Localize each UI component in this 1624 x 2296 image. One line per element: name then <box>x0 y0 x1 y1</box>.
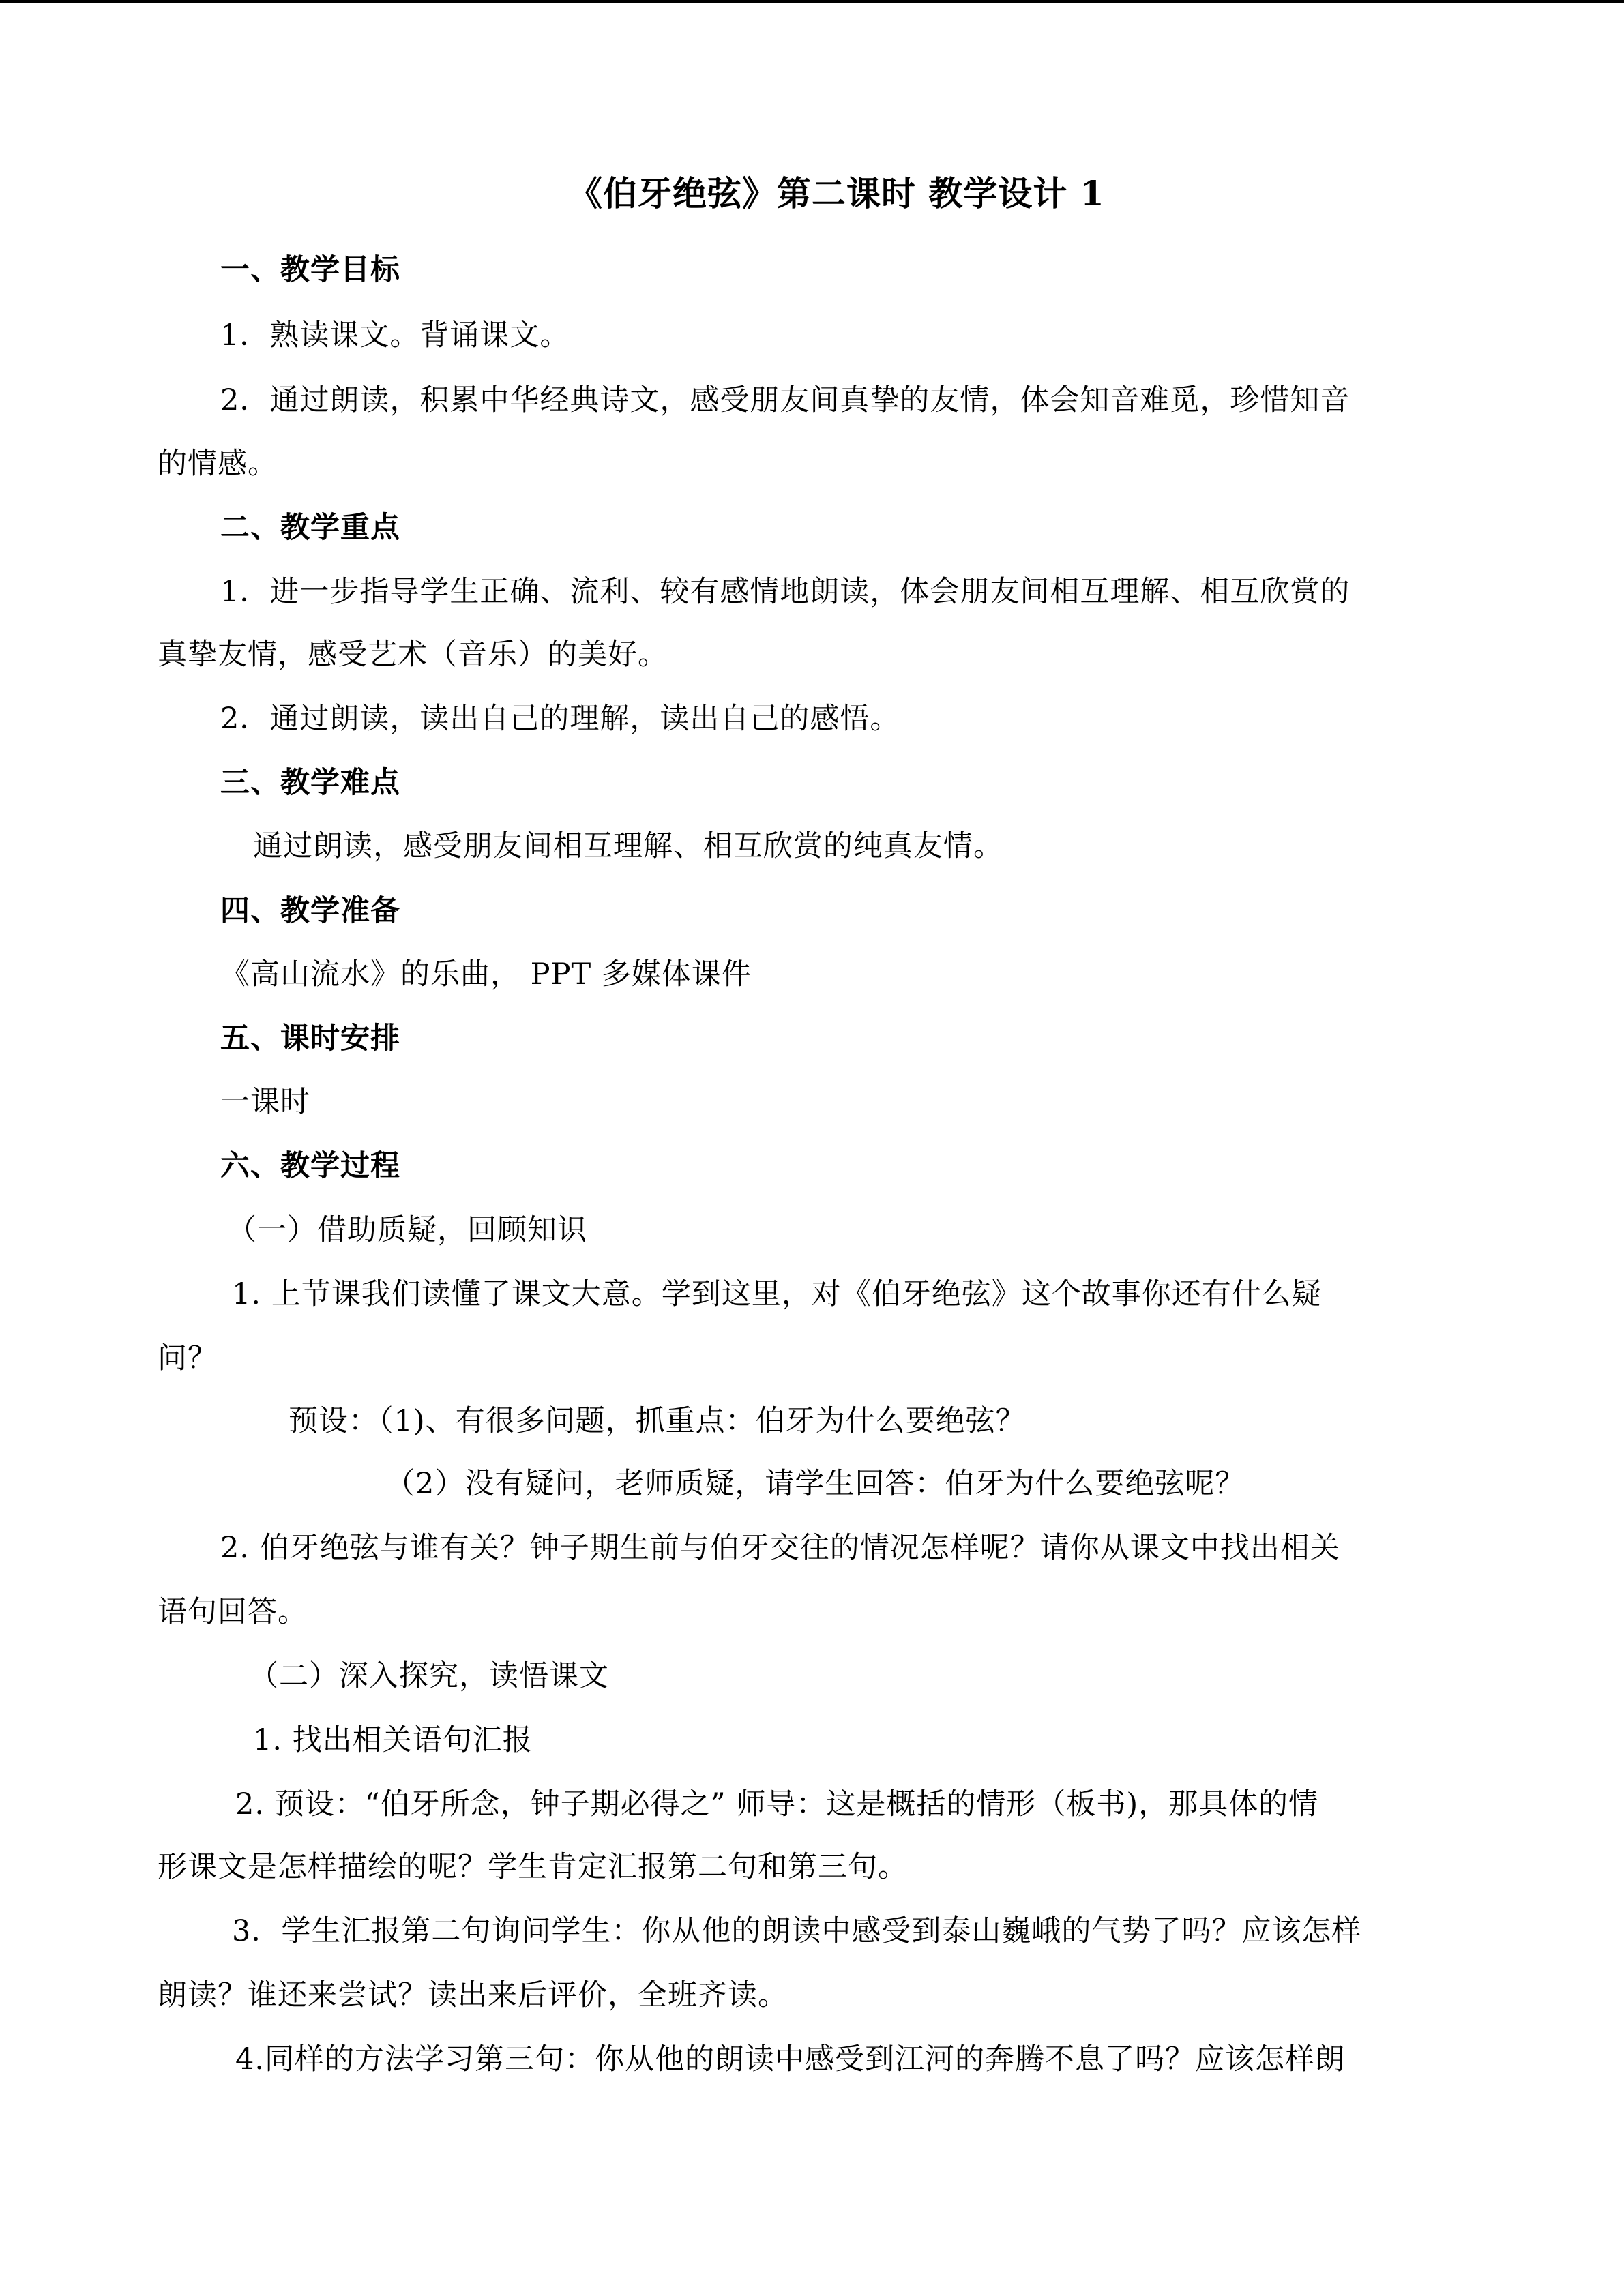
paragraph-line: 2．通过朗读，积累中华经典诗文，感受朋友间真挚的友情，体会知音难觅，珍惜知音 <box>220 383 1350 417</box>
paragraph-line: 一课时 <box>220 1085 310 1119</box>
paragraph-line: 形课文是怎样描绘的呢？学生肯定汇报第二句和第三句。 <box>158 1850 908 1884</box>
paragraph-line: 2. 伯牙绝弦与谁有关？钟子期生前与伯牙交往的情况怎样呢？请你从课文中找出相关 <box>220 1531 1340 1565</box>
paragraph-line: 1. 上节课我们读懂了课文大意。学到这里，对《伯牙绝弦》这个故事你还有什么疑 <box>232 1277 1322 1311</box>
paragraph-line: 《高山流水》的乐曲， PPT 多媒体课件 <box>220 957 752 992</box>
paragraph-line: 4.同样的方法学习第三句：你从他的朗读中感受到江河的奔腾不息了吗？应该怎样朗 <box>235 2042 1346 2076</box>
paragraph-line: 1．熟读课文。背诵课文。 <box>220 318 570 353</box>
paragraph-line: 2. 预设：“伯牙所念，钟子期必得之” 师导：这是概括的情形（板书)，那具体的情 <box>235 1787 1319 1821</box>
paragraph-line: 1．进一步指导学生正确、流利、较有感情地朗读，体会朋友间相互理解、相互欣赏的 <box>220 575 1350 609</box>
paragraph-line: （二）深入探究，读悟课文 <box>249 1659 609 1693</box>
paragraph-line: 2．通过朗读，读出自己的理解，读出自己的感悟。 <box>220 702 900 736</box>
section-heading-process: 六、教学过程 <box>220 1149 400 1183</box>
paragraph-line: 的情感。 <box>158 447 278 481</box>
paragraph-line: 1. 找出相关语句汇报 <box>253 1723 533 1757</box>
paragraph-line: 语句回答。 <box>158 1595 308 1629</box>
section-heading-schedule: 五、课时安排 <box>220 1022 400 1056</box>
document-title: 《伯牙绝弦》第二课时 教学设计 1 <box>568 173 1105 213</box>
paragraph-line: （一）借助质疑，回顾知识 <box>227 1213 587 1247</box>
paragraph-line: 朗读？谁还来尝试？读出来后评价，全班齐读。 <box>158 1978 788 2012</box>
section-heading-goals: 一、教学目标 <box>220 253 400 287</box>
paragraph-line: 预设：（1)、有很多问题，抓重点：伯牙为什么要绝弦？ <box>289 1404 1026 1438</box>
section-heading-preparation: 四、教学准备 <box>220 894 400 928</box>
section-heading-difficulties: 三、教学难点 <box>220 766 400 800</box>
section-heading-key-points: 二、教学重点 <box>220 511 400 545</box>
paragraph-line: （2）没有疑问，老师质疑，请学生回答：伯牙为什么要绝弦呢？ <box>385 1467 1245 1501</box>
paragraph-line: 真挚友情，感受艺术（音乐）的美好。 <box>158 638 668 672</box>
paragraph-line: 3．学生汇报第二句询问学生：你从他的朗读中感受到泰山巍峨的气势了吗？应该怎样 <box>232 1914 1362 1948</box>
paragraph-line: 问？ <box>158 1341 218 1375</box>
paragraph-line: 通过朗读，感受朋友间相互理解、相互欣赏的纯真友情。 <box>253 829 1003 863</box>
page-top-border <box>0 0 1624 3</box>
